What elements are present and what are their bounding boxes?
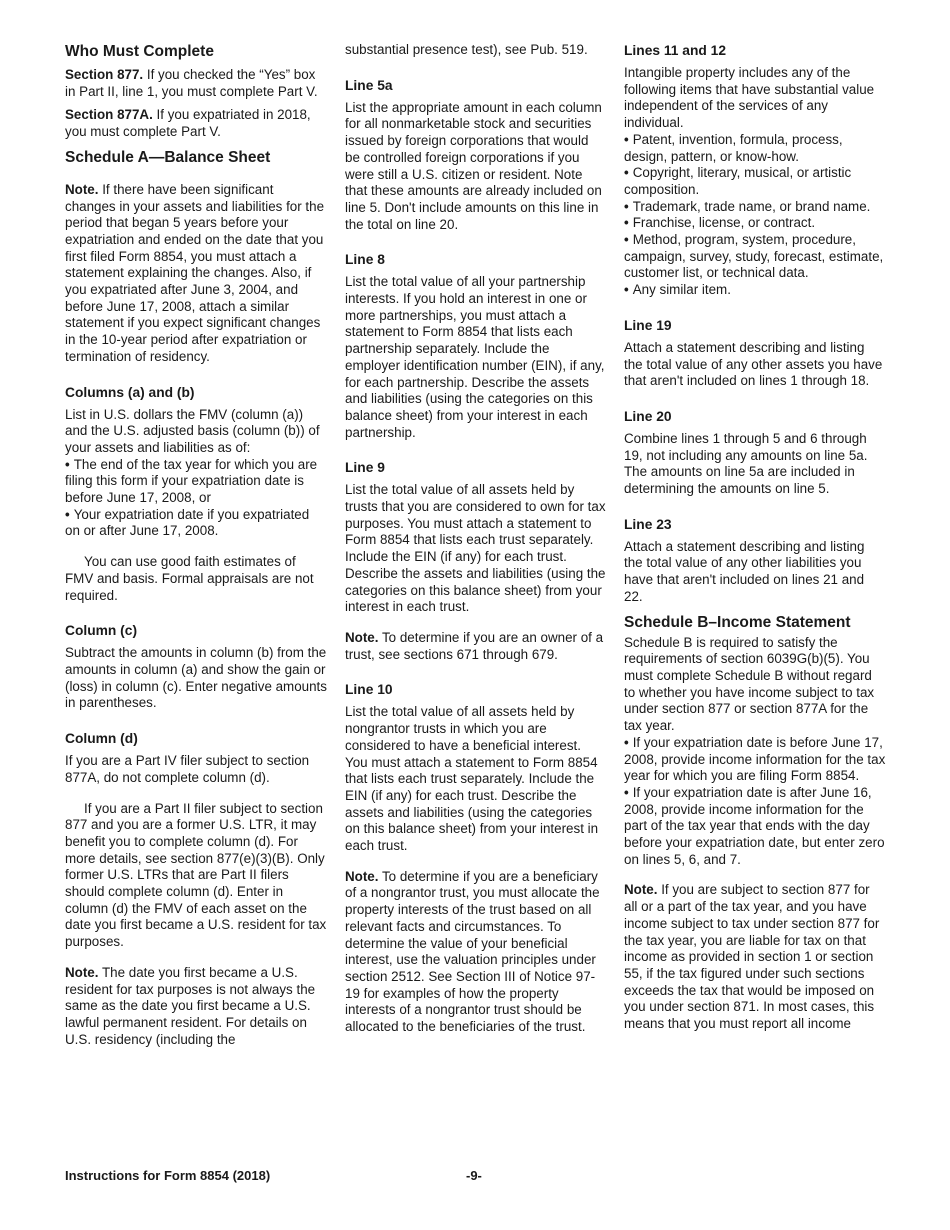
who-must-complete-heading: Who Must Complete [65,43,214,60]
line-10-heading: Line 10 [345,682,393,698]
schedule-b-bullet [624,785,886,869]
line-10-text: List the total value of all assets held by nongrantor trusts in which you are considered to have a beneficial interest. You must attach a statement to Form 8854 that lists each trust separately. Include the EIN (if any) for each trust. Describe the assets and liabilities (using the categories on this balance sheet) from your interest in each trust. [345,704,599,854]
section-877-text: If you checked the “Yes” box in Part II, line 1, you must complete Part V. [65,67,318,99]
note-label: Note. [345,629,379,645]
bullet-icon: • [624,198,629,214]
columns-a-b-paragraph: You can use good faith estimates of FMV and basis. Formal appraisals are not required. [65,554,314,603]
schedule-b-intro: Schedule B is required to satisfy the requirements of section 6039G(b)(5). You must complete Schedule B without regard to whether you have income subject to tax under section 877 or section 877A for the tax year. [624,634,875,734]
column-2 [345,42,607,1043]
line-23-text: Attach a statement describing and listing the total value of any other liabilities you have that aren't included on lines 21 and 22. [624,538,865,604]
lines-11-12-intro: Intangible property includes any of the following items that have substantial value independent of the services of any individual. [624,65,875,131]
intangible-bullet [624,165,886,198]
line-5a-heading: Line 5a [345,77,393,93]
columns-a-b-intro: List in U.S. dollars the FMV (column (a)) and the U.S. adjusted basis (column (b)) of your assets and liabilities as of: [65,406,320,455]
schedule-b-bullet [624,735,886,785]
bullet-text: Copyright, literary, musical, or artistic composition. [624,165,852,197]
bullet-icon: • [624,131,629,147]
trust-owner-note [345,630,607,663]
section-877-label: Section 877. [65,67,144,82]
bullet-icon: • [624,165,629,181]
bullet-text: Patent, invention, formula, process, design, pattern, or know-how. [624,131,843,164]
column-c-heading: Column (c) [65,623,138,639]
columns-a-b-bullet [65,507,327,540]
line-8-text: List the total value of all your partnership interests. If you hold an interest in one or more partnerships, you must attach a statement to Form 8854 that lists each partnership separately. Include the employer identification number (EIN), if any, for each partnership. Describe the assets and liabilities (using the categories on this balance sheet) from your interest in each partnership. [345,274,605,440]
section-877a-label: Section 877A. [65,107,153,123]
column-3 [624,42,886,1040]
column-d-text: If you are a Part IV filer subject to section 877A, do not complete column (d). [65,753,310,785]
intangible-bullet [624,232,886,282]
schedule-b-heading: Schedule B–Income Statement [624,613,851,631]
bullet-icon: • [624,215,629,231]
line-9-text: List the total value of all assets held by trusts that you are considered to own for tax purposes. You must attach a statement to Form 8854 that lists each trust separately. Include the EIN (if any) for each trust. Describe the assets and liabilities (using the categories on this balance sheet) from your interest in each trust. [345,482,606,615]
note-text: If there have been significant changes in your assets and liabilities for the period that began 5 years before your expatriation and ended on the date that you first filed Form 8854, you must attach a statement explaining the changes. Also, if you expatriated after June 3, 2004, and before June 17, 2008, attach a similar statement if you expect significant changes in the 10-year period after expatriation or termination of residency. [65,181,325,364]
section-877-paragraph [65,67,327,100]
continued-text: substantial presence test), see Pub. 519. [345,42,588,57]
intangible-bullet [624,282,886,299]
form-title: Instructions for Form 8854 (2018) [65,1168,271,1183]
bullet-text: If your expatriation date is before June 17, 2008, provide income information for the tax year for which you are filing Form 8854. [624,734,886,784]
note-label: Note. [65,181,99,197]
line-9-heading: Line 9 [345,460,385,476]
line-23-heading: Line 23 [624,516,672,532]
intangible-bullet [624,215,886,232]
bullet-icon: • [624,232,629,248]
line-20-heading: Line 20 [624,408,672,424]
beneficiary-note [345,869,607,1036]
note-text: The date you first became a U.S. resident for tax purposes is not always the same as the date you first became a U.S. lawful permanent resident. For details on U.S. residency (including the [65,964,316,1047]
note-label: Note. [65,964,99,980]
schedule-a-heading: Schedule A—Balance Sheet [65,148,271,166]
line-5a-text: List the appropriate amount in each column for all nonmarketable stock and securities issued by foreign corporations that would be controlled foreign corporations if you were still a U.S. citizen or resident. Note that these amounts are already included on line 5. Don't include amounts on this line in the total on line 20. [345,99,602,232]
bullet-icon: • [65,506,70,522]
line-20-text: Combine lines 1 through 5 and 6 through 19, not including any amounts on line 5a. The amounts on line 5a are included in determining the amounts on line 5. [624,430,868,497]
columns-a-b-heading: Columns (a) and (b) [65,384,195,400]
column-c-text: Subtract the amounts in column (b) from the amounts in column (a) and show the gain or (loss) in column (c). Enter negative amounts in parentheses. [65,645,327,711]
schedule-a-note [65,182,327,366]
residency-note [65,965,327,1049]
line-19-text: Attach a statement describing and listing the total value of any other assets you have that aren't included on lines 1 through 18. [624,339,883,389]
bullet-text: Franchise, license, or contract. [632,215,816,231]
bullet-icon: • [65,456,70,472]
section-877-tax-note [624,882,886,1032]
note-label: Note. [624,882,658,898]
note-label: Note. [345,868,379,884]
note-text: If you are subject to section 877 for all or a part of the tax year, and you have income subject to tax under section 877 for the tax year, you are liable for tax on that income as provided in section 1 or section 55, if the tax figured under such sections exceeds the tax that would be imposed on you under section 871. In most cases, this means that you must report all income [624,882,880,1032]
bullet-text: Method, program, system, procedure, campaign, survey, study, forecast, estimate, customer list, or technical data. [624,232,884,281]
section-877a-paragraph [65,107,327,140]
intangible-bullet [624,132,886,165]
note-text: To determine if you are an owner of a trust, see sections 671 through 679. [345,629,604,662]
column-1 [65,42,327,1055]
bullet-text: Trademark, trade name, or brand name. [632,198,871,214]
note-text: To determine if you are a beneficiary of a nongrantor trust, you must allocate the property interests of the trust based on all relevant facts and circumstances. To determine the value of your beneficial interest, use the valuation principles under section 2512. See Section III of Notice 97-19 for examples of how the property interests of a nongrantor trust should be allocated to the beneficiaries of the trust. [345,868,600,1035]
line-19-heading: Line 19 [624,317,672,333]
page-number: -9- [466,1168,482,1183]
lines-11-12-heading: Lines 11 and 12 [624,43,726,58]
intangible-bullet [624,199,886,216]
bullet-icon: • [624,282,629,298]
column-d-paragraph: If you are a Part II filer subject to section 877 and you are a former U.S. LTR, it may benefit you to complete column (d). For more details, see section 877(e)(3)(B). Only former U.S. LTRs that are Part II filers should complete column (d). Enter in column (d) the FMV of each asset on the date you first became a U.S. resident for tax purposes. [65,800,327,950]
column-d-heading: Column (d) [65,731,138,747]
bullet-icon: • [624,734,629,750]
bullet-icon: • [624,784,629,800]
bullet-text: If your expatriation date is after June 16, 2008, provide income information for the part of the tax year that ends with the day before your expatriation date, but enter zero on lines 5, 6, and 7. [624,784,885,867]
bullet-text: Any similar item. [632,282,731,298]
columns-a-b-bullet [65,457,327,507]
line-8-heading: Line 8 [345,252,385,268]
section-877a-text: If you expatriated in 2018, you must complete Part V. [65,107,311,140]
bullet-text: The end of the tax year for which you are filing this form if your expatriation date is before June 17, 2008, or [65,456,318,506]
bullet-text: Your expatriation date if you expatriated on or after June 17, 2008. [65,506,310,539]
